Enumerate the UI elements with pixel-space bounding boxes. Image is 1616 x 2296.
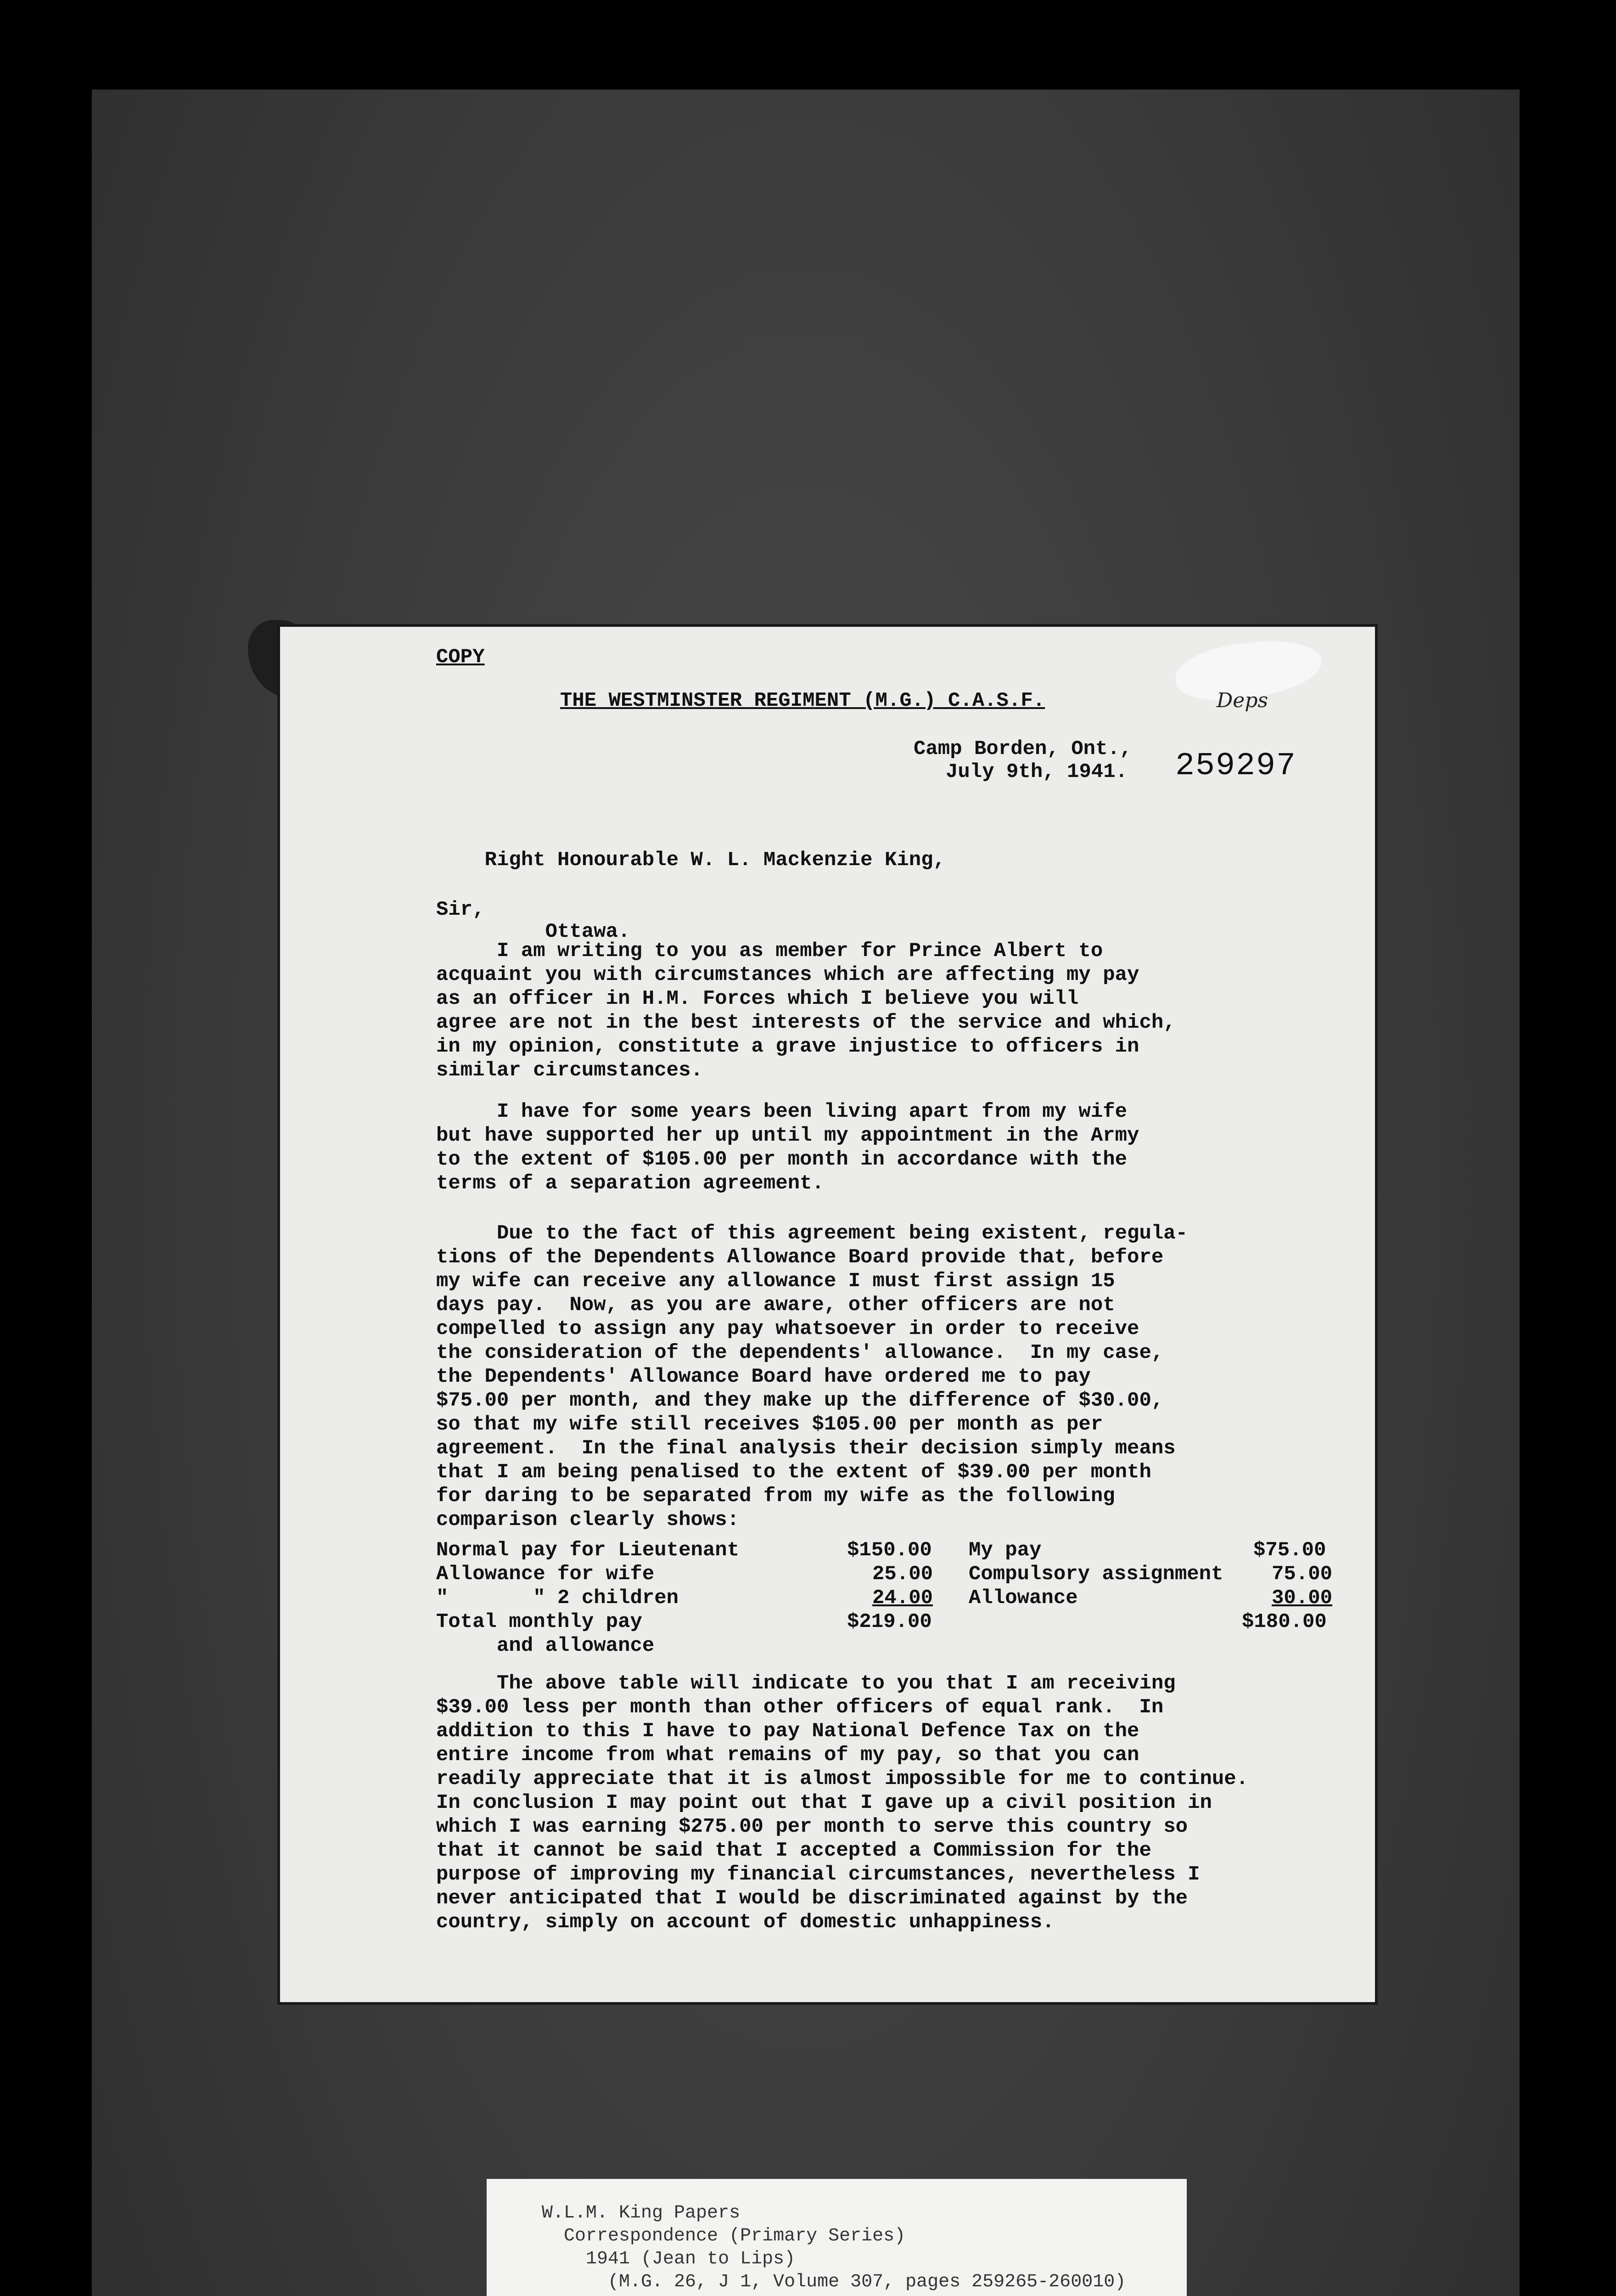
comparison-label: Allowance for wife (436, 1563, 655, 1586)
text-line: in my opinion, constitute a grave injustice to officers in (436, 1035, 1139, 1058)
text-line: $39.00 less per month than other officers of equal rank. In (436, 1696, 1164, 1719)
comparison-amount: 25.00 (872, 1563, 933, 1586)
text-line: entire income from what remains of my pay, so that you can (436, 1744, 1139, 1767)
text-line: the consideration of the dependents' allowance. In my case, (436, 1341, 1164, 1364)
comparison-label: Normal pay for Lieutenant (436, 1539, 740, 1562)
catalog-line: (M.G. 26, J 1, Volume 307, pages 259265-260010) (542, 2272, 1126, 2292)
catalog-slip (487, 2179, 1187, 2296)
text-line: compelled to assign any pay whatsoever in order to receive (436, 1317, 1139, 1340)
comparison-amount: 24.00 (872, 1587, 933, 1609)
addressee-line: Ottawa. (484, 920, 630, 943)
text-line: I have for some years been living apart from my wife (436, 1100, 1128, 1123)
text-line: as an officer in H.M. Forces which I believe you will (436, 987, 1079, 1010)
text-line: never anticipated that I would be discriminated against by the (436, 1887, 1188, 1910)
text-line: purpose of improving my financial circumstances, nevertheless I (436, 1863, 1200, 1886)
letter-date: July 9th, 1941. (946, 760, 1128, 783)
comparison-label: Total monthly pay (436, 1610, 642, 1633)
text-line: The above table will indicate to you that I am receiving (436, 1672, 1176, 1695)
handwritten-annotation: Deps (1217, 689, 1268, 712)
comparison-amount: $75.00 (1253, 1539, 1326, 1562)
text-line: similar circumstances. (436, 1059, 703, 1082)
text-line: but have supported her up until my appointment in the Army (436, 1124, 1139, 1147)
text-line: days pay. Now, as you are aware, other officers are not (436, 1294, 1115, 1317)
text-line: my wife can receive any allowance I must first assign 15 (436, 1270, 1115, 1293)
paragraph-1 (436, 939, 1354, 1082)
text-line: tions of the Dependents Allowance Board provide that, before (436, 1246, 1164, 1269)
comparison-label: Compulsory assignment (969, 1563, 1223, 1586)
comparison-amount: 75.00 (1272, 1563, 1333, 1586)
document-number: 259297 (1175, 748, 1297, 784)
paragraph-3 (436, 1221, 1354, 1532)
text-line: acquaint you with circumstances which are affecting my pay (436, 963, 1139, 986)
text-line: agreement. In the final analysis their decision simply means (436, 1437, 1176, 1460)
text-line: addition to this I have to pay National Defence Tax on the (436, 1720, 1139, 1743)
text-line: comparison clearly shows: (436, 1508, 740, 1531)
comparison-label: My pay (969, 1539, 1042, 1562)
comparison-total: $180.00 (1242, 1610, 1327, 1633)
text-line: I am writing to you as member for Prince Albert to (436, 940, 1103, 962)
letter-place: Camp Borden, Ont., (914, 737, 1132, 760)
addressee-line: Right Honourable W. L. Mackenzie King, (484, 849, 945, 872)
pay-comparison-table (436, 1538, 1354, 1658)
paragraph-2 (436, 1100, 1354, 1195)
text-line: which I was earning $275.00 per month to serve this country so (436, 1815, 1188, 1838)
copy-label: COPY (436, 646, 485, 669)
catalog-line: W.L.M. King Papers (542, 2203, 741, 2223)
text-line: that I am being penalised to the extent of $39.00 per month (436, 1461, 1151, 1484)
text-line: $75.00 per month, and they make up the difference of $30.00, (436, 1389, 1164, 1412)
comparison-label: " " 2 children (436, 1587, 679, 1609)
text-line: for daring to be separated from my wife as the following (436, 1485, 1115, 1508)
text-line: country, simply on account of domestic unhappiness. (436, 1911, 1055, 1934)
text-line: that it cannot be said that I accepted a Commission for the (436, 1839, 1151, 1862)
comparison-label: and allowance (436, 1634, 655, 1657)
letter-page (280, 627, 1375, 2002)
text-line: In conclusion I may point out that I gave up a civil position in (436, 1791, 1212, 1814)
text-line: readily appreciate that it is almost impossible for me to continue. (436, 1767, 1249, 1790)
paragraph-4 (436, 1671, 1354, 1934)
catalog-line: Correspondence (Primary Series) (542, 2226, 906, 2246)
text-line: so that my wife still receives $105.00 per month as per (436, 1413, 1103, 1436)
comparison-amount: 30.00 (1272, 1587, 1333, 1609)
comparison-label: Allowance (969, 1587, 1078, 1609)
text-line: to the extent of $105.00 per month in accordance with the (436, 1148, 1128, 1171)
text-line: agree are not in the best interests of the service and which, (436, 1011, 1176, 1034)
comparison-amount: $219.00 (847, 1610, 932, 1633)
salutation: Sir, (436, 898, 485, 921)
catalog-line: 1941 (Jean to Lips) (542, 2249, 796, 2269)
comparison-amount: $150.00 (847, 1539, 932, 1562)
text-line: terms of a separation agreement. (436, 1172, 824, 1195)
text-line: the Dependents' Allowance Board have ordered me to pay (436, 1365, 1091, 1388)
regiment-heading: THE WESTMINSTER REGIMENT (M.G.) C.A.S.F. (560, 689, 1045, 712)
text-line: Due to the fact of this agreement being existent, regula- (436, 1222, 1188, 1245)
